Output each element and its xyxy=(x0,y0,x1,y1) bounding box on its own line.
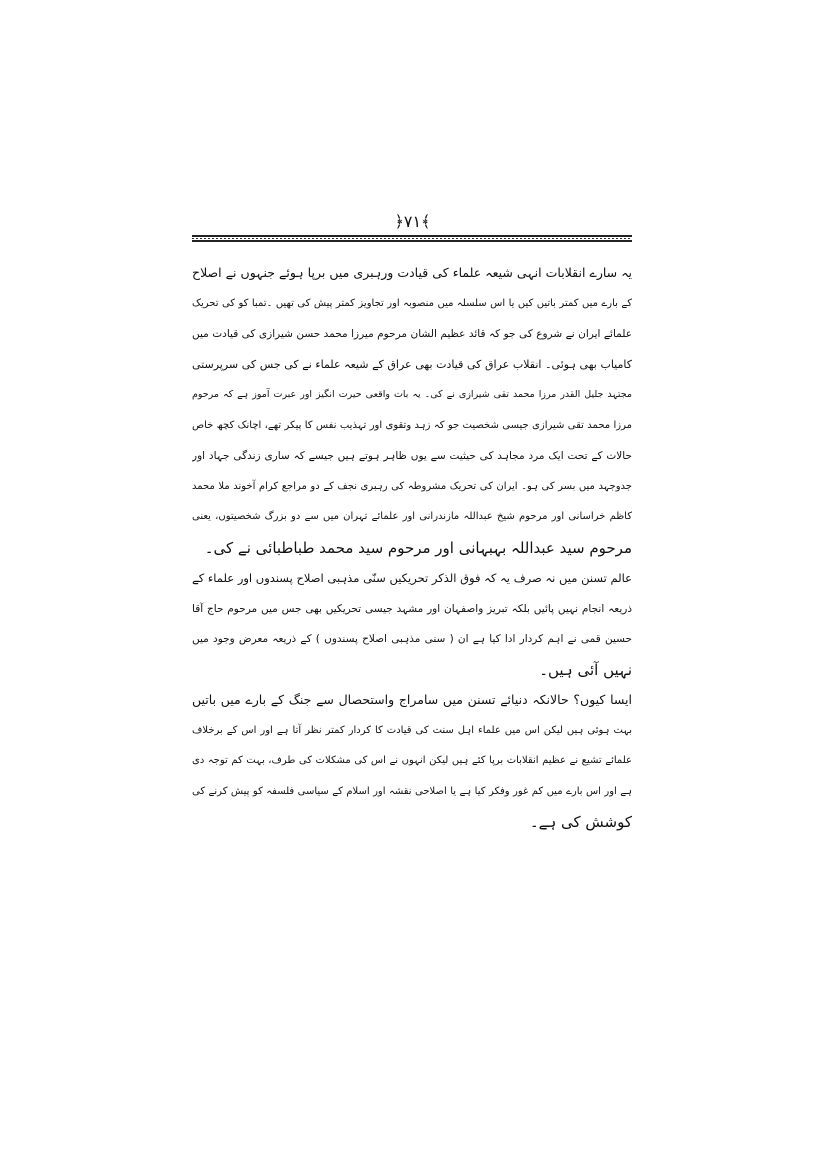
text-line: حسین قمی نے اہم کردار ادا کیا ہے ان ( سنی مذہبی اصلاح پسندوں ) کے ذریعہ معرض وجود میں xyxy=(192,633,632,645)
page-body xyxy=(192,258,632,838)
header-divider xyxy=(192,235,632,242)
text-line: علمائے ایران نے شروع کی جو کہ قائد عظیم الشان مرحوم میرزا محمد حسن شیرازی کی قیادت میں xyxy=(192,328,632,340)
text-line: مرحوم سید عبداللہ بہبہانی اور مرحوم سید محمد طباطبائی نے کی۔ xyxy=(204,538,632,557)
text-line: یہ سارے انقلابات انہی شیعہ علماء کی قیادت ورہبری میں برپا ہوئے جنہوں نے اصلاح xyxy=(192,265,632,280)
text-line: نہیں آئی ہیں۔ xyxy=(539,660,632,679)
text-line: مرزا محمد تقی شیرازی جیسی شخصیت جو کہ زہد وتقوی اور تہذیب نفس کا پیکر تھے، اچانک کچھ خاص xyxy=(192,419,632,431)
text-line: ذریعہ انجام نہیں پائیں بلکہ تبریز واصفہان اور مشہد جیسی تحریکیں بھی جس میں مرحوم حاج آقا xyxy=(192,602,632,615)
paragraph-2 xyxy=(192,563,632,685)
text-line: عالم تسنن میں نہ صرف یہ کہ فوق الذکر تحریکیں سنّی مذہبی اصلاح پسندوں اور علماء کے xyxy=(192,571,632,585)
text-line: بہت ہوئی ہیں لیکن اس میں علماء اہل سنت کی قیادت کا کردار کمتر نظر آتا ہے اور اس کے برخلاف xyxy=(192,724,632,736)
text-line: حالات کے تحت ایک مرد مجاہد کی حیثیت سے یوں ظاہر ہوتے ہیں جیسے کہ ساری زندگی جہاد اور xyxy=(192,450,632,462)
text-line: مجتہد جلیل القدر مرزا محمد تقی شیرازی نے کی۔ یہ بات واقعی حیرت انگیز اور عبرت آموز ہے کہ مرحوم xyxy=(192,389,632,400)
text-line: کوشش کی ہے۔ xyxy=(529,813,632,831)
paragraph-1 xyxy=(192,258,632,563)
text-line: علمائے تشیع نے عظیم انقلابات برپا کئے ہیں لیکن انہوں نے اس کی مشکلات کی طرف، بہت کم توجہ دی xyxy=(192,755,632,766)
text-line: جدوجہد میں بسر کی ہو۔ ایران کی تحریک مشروطہ کی رہبری نجف کے دو مراجع کرام آخوند ملا محمد xyxy=(192,480,632,492)
page-number: ﴿۷۱﴾ xyxy=(394,212,431,231)
paragraph-3 xyxy=(192,685,632,838)
text-line: ایسا کیوں؟ حالانکہ دنیائے تسنن میں سامراج واستحصال سے جنگ کے بارے میں باتیں xyxy=(192,692,632,707)
text-line: کاظم خراسانی اور مرحوم شیخ عبداللہ مازندرانی اور علمائے تہران میں سے دو بزرگ شخصیتوں، یعنی xyxy=(192,511,632,522)
text-line: ہے اور اس بارے میں کم غور وفکر کیا ہے یا اصلاحی نقشہ اور اسلام کے سیاسی فلسفہ کو پیش کرنے کی xyxy=(192,785,632,797)
text-line: کے بارے میں کمتر باتیں کیں یا اس سلسلہ میں منصوبہ اور تجاویز کمتر پیش کی تھیں ۔تمبا کو کی تحریک xyxy=(192,297,632,309)
text-line: کامیاب بھی ہوئی۔ انقلاب عراق کی قیادت بھی عراق کے شیعہ علماء نے کی جس کی سرپرستی xyxy=(192,357,632,371)
